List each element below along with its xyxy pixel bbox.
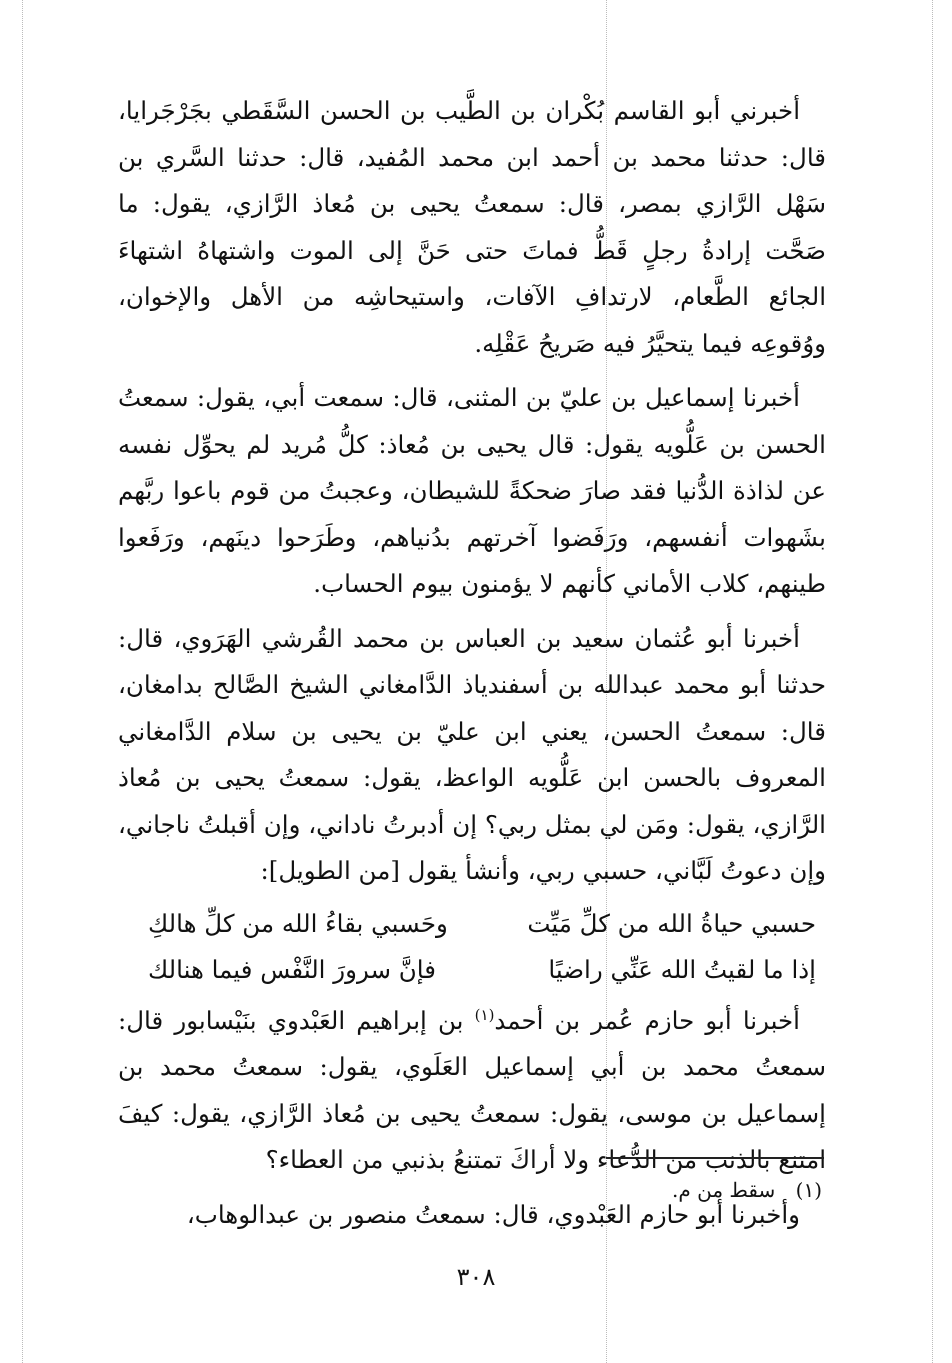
footnote-reference: (١) — [474, 1005, 495, 1024]
scan-fold-line — [22, 0, 23, 1363]
paragraph-3: أخبرنا أبو عُثمان سعيد بن العباس بن محمد القُرشي الهَرَوي، قال: حدثنا أبو محمد عبدالله بن أسفندياذ الدَّامغاني الشيخ الصَّالح بدامغان، قال: سمعتُ الحسن، يعني ابن عليّ بن يحيى بن سلام الدَّامغاني المعروف بالحسن ابن عَلُّويه الواعظ، يقول: سمعتُ يحيى بن مُعاذ الرَّازي، يقول: ومَن لي بمثل ربي؟ إن أدبرتُ ناداني، وإن أقبلتُ ناجاني، وإن دعوتُ لَبَّاني، حسبي ربي، وأنشأ يقول [من الطويل]: — [118, 623, 826, 885]
main-text — [118, 88, 826, 1238]
paragraph-4-start: أخبرنا أبو حازم عُمر بن أحمد — [494, 1005, 800, 1035]
paragraph-4 — [118, 998, 826, 1184]
paragraph-1: أخبرني أبو القاسم بُكْران بن الطَّيب بن الحسن السَّقَطي بجَرْجَرايا، قال: حدثنا محمد بن أحمد ابن محمد المُفيد، قال: حدثنا السَّري بن سَهْل الرَّازي بمصر، قال: سمعتُ يحيى بن مُعاذ الرَّازي، يقول: ما صَحَّت إرادةُ رجلٍ قَطُّ فماتَ حتى حَنَّ إلى الموت واشتهاهُ اشتهاءَ الجائع الطَّعام، لارتدافِ الآفات، واستيحاشِه من الأهل والإخوان، ووُقوعِه فيما يتحيَّرُ فيه صَريحُ عَقْلِه. — [118, 96, 826, 358]
poem-verse — [118, 947, 826, 994]
paragraph-5: وأخبرنا أبو حازم العَبْدوي، قال: سمعتُ منصور بن عبدالوهاب، — [186, 1199, 800, 1229]
scan-fold-line — [932, 0, 933, 1363]
verse-second-hemistich: وحَسبي بقاءُ الله من كلِّ هالكِ — [148, 908, 448, 938]
footnote — [672, 1175, 822, 1205]
paragraph-2: أخبرنا إسماعيل بن عليّ بن المثنى، قال: سمعت أبي، يقول: سمعتُ الحسن بن عَلُّويه يقول: قال يحيى بن مُعاذ: كلُّ مُريد لم يحوِّل نفسه عن لذاذة الدُّنيا فقد صارَ ضحكةً للشيطان، وعجبتُ من قوم باعوا ربَّهم بشَهوات أنفسهم، ورَفَضوا آخرتهم بدُنياهم، وطَرَحوا دينَهم، ورَفَعوا طينهم، كلاب الأماني كأنهم لا يؤمنون بيوم الحساب. — [118, 383, 826, 598]
paragraph-4-rest: بن إبراهيم العَبْدوي بنَيْسابور قال: سمعتُ محمد بن أبي إسماعيل العَلَوي، يقول: سمعتُ محمد بن إسماعيل بن موسى، يقول: سمعتُ يحيى بن مُعاذ الرَّازي، يقول: كيفَ امتنع بالذنب من الدُّعاء ولا أراكَ تمتنعُ بذنبي من العطاء؟ — [118, 1005, 826, 1174]
verse-second-hemistich: فإنَّ سرورَ النَّفْس فيما هنالك — [148, 955, 436, 984]
footnote-number: (١) — [795, 1178, 822, 1202]
footnote-separator — [606, 1157, 824, 1159]
page-number: ٣٠٨ — [456, 1263, 496, 1291]
verse-first-hemistich: إذا ما لقيتُ الله عَنِّي راضيًا — [548, 955, 816, 984]
footnote-text: سقط من م. — [672, 1178, 776, 1202]
verse-first-hemistich: حسبي حياةُ الله من كلِّ مَيِّت — [527, 908, 816, 938]
poem — [118, 901, 826, 994]
poem-verse — [118, 901, 826, 948]
